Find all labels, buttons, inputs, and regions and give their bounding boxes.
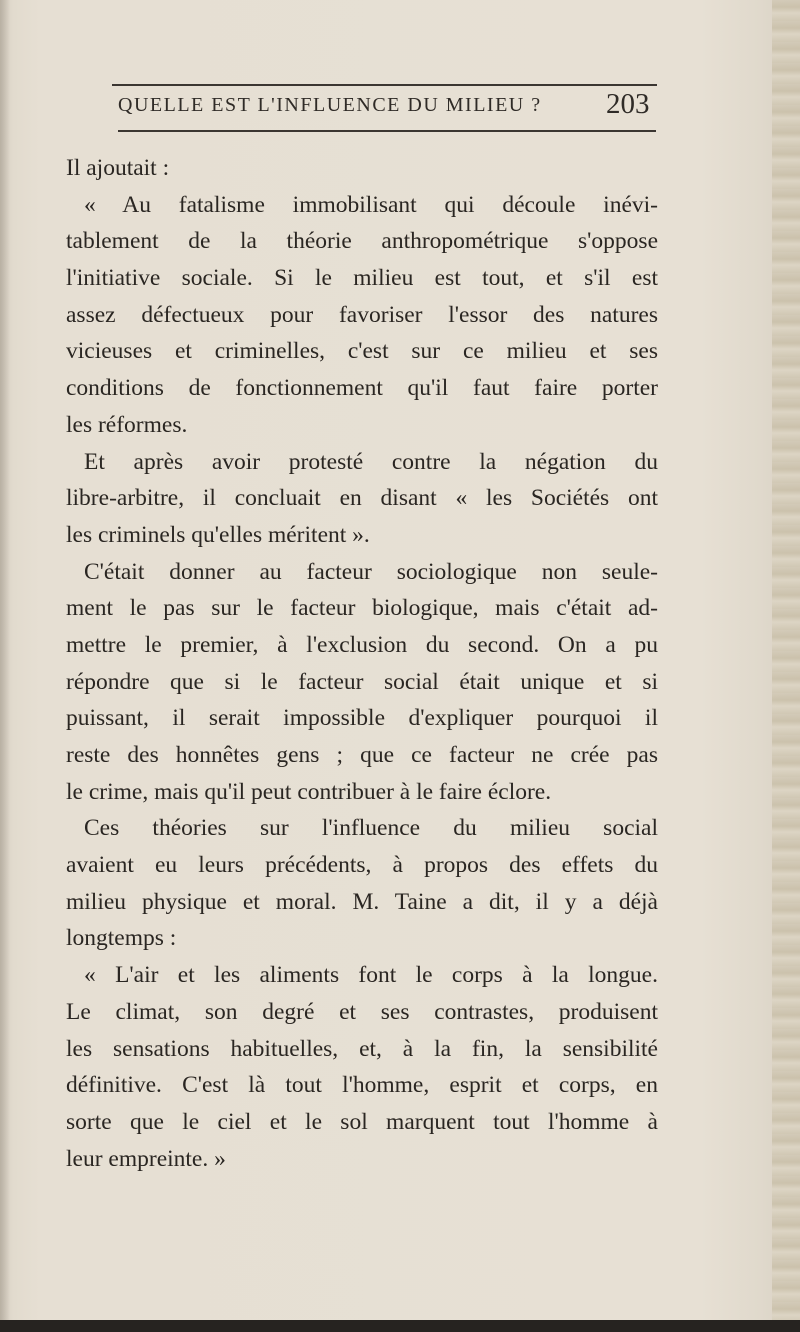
page-bottom-edge [0, 1320, 800, 1332]
text-line: « Au fatalisme immobilisant qui découle inévi- [84, 191, 658, 218]
text-line: reste des honnêtes gens ; que ce facteur ne crée pas [66, 742, 658, 768]
text-line: vicieuses et criminelles, c'est sur ce milieu et ses [66, 338, 658, 365]
text-line: le crime, mais qu'il peut contribuer à le faire éclore. [66, 778, 552, 805]
text-line: puissant, il serait impossible d'expliquer pourquoi il [66, 705, 658, 732]
text-line: l'initiative sociale. Si le milieu est tout, et s'il est [66, 265, 658, 292]
page-edge-texture [772, 0, 800, 1332]
gutter-shadow [0, 0, 10, 1332]
text-line: les sensations habituelles, et, à la fin, la sensibilité [66, 1035, 658, 1062]
text-line: sorte que le ciel et le sol marquent tout l'homme à [66, 1108, 658, 1135]
text-line: C'était donner au facteur sociologique non seule- [84, 558, 658, 585]
header-rule-top [112, 84, 657, 86]
running-title: QUELLE EST L'INFLUENCE DU MILIEU ? [118, 94, 542, 116]
text-line: définitive. C'est là tout l'homme, esprit et corps, en [66, 1072, 658, 1099]
text-line: milieu physique et moral. M. Taine a dit, il y a déjà [66, 888, 658, 915]
body-text [66, 150, 658, 1177]
text-line: avaient eu leurs précédents, à propos des effets du [66, 852, 658, 879]
text-line: tablement de la théorie anthropométrique s'oppose [66, 228, 658, 255]
text-line: longtemps : [66, 925, 177, 952]
text-line: libre-arbitre, il concluait en disant « les Sociétés ont [66, 485, 658, 512]
text-line: Et après avoir protesté contre la négation du [84, 448, 658, 475]
text-line: les criminels qu'elles méritent ». [66, 521, 370, 548]
text-line: conditions de fonctionnement qu'il faut faire porter [66, 375, 658, 402]
text-line: répondre que si le facteur social était unique et si [66, 668, 658, 695]
text-line: Il ajoutait : [66, 155, 170, 181]
text-line: assez défectueux pour favoriser l'essor des natures [66, 301, 658, 328]
text-line: Ces théories sur l'influence du milieu social [84, 815, 658, 842]
text-line: leur empreinte. » [66, 1145, 226, 1172]
text-line: Le climat, son degré et ses contrastes, produisent [66, 998, 658, 1025]
text-line: les réformes. [66, 411, 188, 438]
text-line: « L'air et les aliments font le corps à la longue. [84, 962, 658, 989]
text-line: mettre le premier, à l'exclusion du second. On a pu [66, 631, 658, 658]
page-number: 203 [606, 88, 650, 120]
text-line: ment le pas sur le facteur biologique, mais c'était ad- [66, 595, 658, 622]
header-rule-bottom [118, 130, 656, 132]
